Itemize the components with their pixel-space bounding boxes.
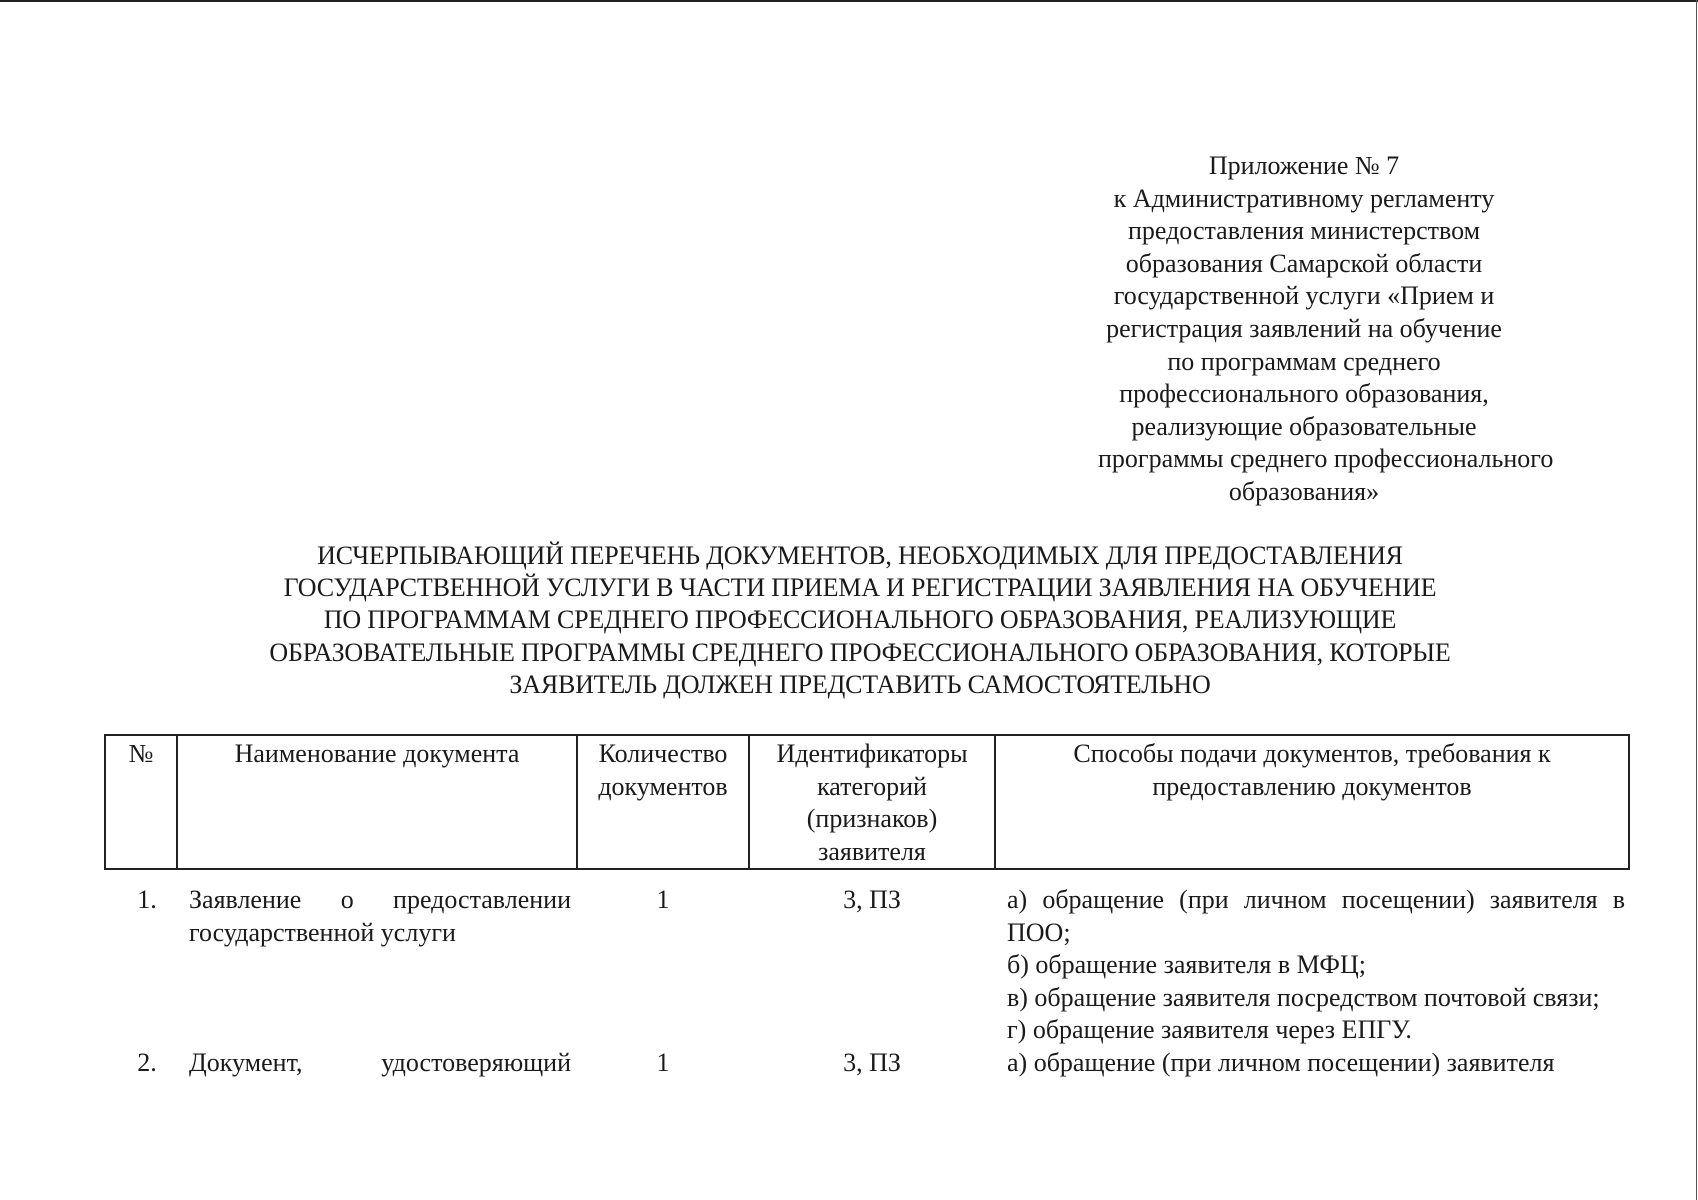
method-item: г) обращение заявителя через ЕПГУ. bbox=[1007, 1015, 1412, 1044]
table-row bbox=[105, 869, 1629, 1047]
documents-table bbox=[104, 734, 1630, 1079]
appendix-note bbox=[1098, 150, 1554, 509]
header-ids: Идентификаторы категорий (признаков) заявителя bbox=[749, 735, 995, 869]
header-methods: Способы подачи документов, требования к предоставлению документов bbox=[995, 735, 1629, 869]
table-row bbox=[105, 1047, 1629, 1080]
row-number: 2. bbox=[137, 1047, 157, 1077]
document-count: 1 bbox=[656, 1047, 670, 1077]
submission-methods bbox=[995, 869, 1629, 1047]
method-item: б) обращение заявителя в МФЦ; bbox=[1007, 950, 1366, 979]
appendix-line: образования Самарской области bbox=[1125, 248, 1483, 278]
heading-line: ПО ПРОГРАММАМ СРЕДНЕГО ПРОФЕССИОНАЛЬНОГО ОБРАЗОВАНИЯ, РЕАЛИЗУЮЩИЕ bbox=[323, 605, 1397, 635]
document-heading bbox=[160, 540, 1560, 701]
header-count: Количество документов bbox=[577, 735, 749, 869]
appendix-line: к Административному регламенту bbox=[1113, 183, 1495, 213]
heading-line: ЗАЯВИТЕЛЬ ДОЛЖЕН ПРЕДСТАВИТЬ САМОСТОЯТЕЛЬНО bbox=[509, 669, 1211, 699]
appendix-line: реализующие образовательные bbox=[1131, 411, 1477, 441]
appendix-line: профессионального образования, bbox=[1119, 379, 1489, 409]
method-item: а) обращение (при личном посещении) заявителя bbox=[1007, 1047, 1555, 1077]
heading-line: ГОСУДАРСТВЕННОЙ УСЛУГИ В ЧАСТИ ПРИЕМА И РЕГИСТРАЦИИ ЗАЯВЛЕНИЯ НА ОБУЧЕНИЕ bbox=[283, 573, 1437, 603]
appendix-line: по программам среднего bbox=[1167, 346, 1441, 376]
document-count: 1 bbox=[656, 885, 670, 914]
heading-line: ИСЧЕРПЫВАЮЩИЙ ПЕРЕЧЕНЬ ДОКУМЕНТОВ, НЕОБХОДИМЫХ ДЛЯ ПРЕДОСТАВЛЕНИЯ bbox=[317, 541, 1403, 570]
appendix-line: Приложение № 7 bbox=[1208, 151, 1400, 180]
row-number: 1. bbox=[137, 885, 157, 914]
appendix-line: государственной услуги «Прием и bbox=[1113, 281, 1495, 311]
header-num: № bbox=[105, 735, 177, 869]
header-name: Наименование документа bbox=[177, 735, 577, 869]
table-header-row bbox=[105, 735, 1629, 869]
heading-line: ОБРАЗОВАТЕЛЬНЫЕ ПРОГРАММЫ СРЕДНЕГО ПРОФЕССИОНАЛЬНОГО ОБРАЗОВАНИЯ, КОТОРЫЕ bbox=[269, 637, 1451, 667]
appendix-line: программы среднего профессионального bbox=[1098, 444, 1554, 474]
appendix-line: предоставления министерством bbox=[1127, 216, 1481, 246]
appendix-line: образования» bbox=[1228, 476, 1380, 506]
document-name: Заявление о предоставлении государственной услуги bbox=[189, 885, 571, 947]
applicant-category-ids: 3, ПЗ bbox=[843, 1047, 901, 1077]
document-name-text: Документ, удостоверяющий bbox=[189, 1047, 571, 1077]
appendix-line: регистрация заявлений на обучение bbox=[1106, 313, 1502, 343]
method-item: в) обращение заявителя посредством почтовой связи; bbox=[1007, 982, 1600, 1012]
right-border-line bbox=[1696, 0, 1697, 1200]
method-item: а) обращение (при личном посещении) заявителя в ПОО; bbox=[1007, 885, 1625, 947]
document-name bbox=[177, 1047, 577, 1080]
applicant-category-ids: 3, ПЗ bbox=[843, 885, 901, 914]
top-border-line bbox=[0, 0, 1698, 2]
submission-methods bbox=[995, 1047, 1629, 1080]
